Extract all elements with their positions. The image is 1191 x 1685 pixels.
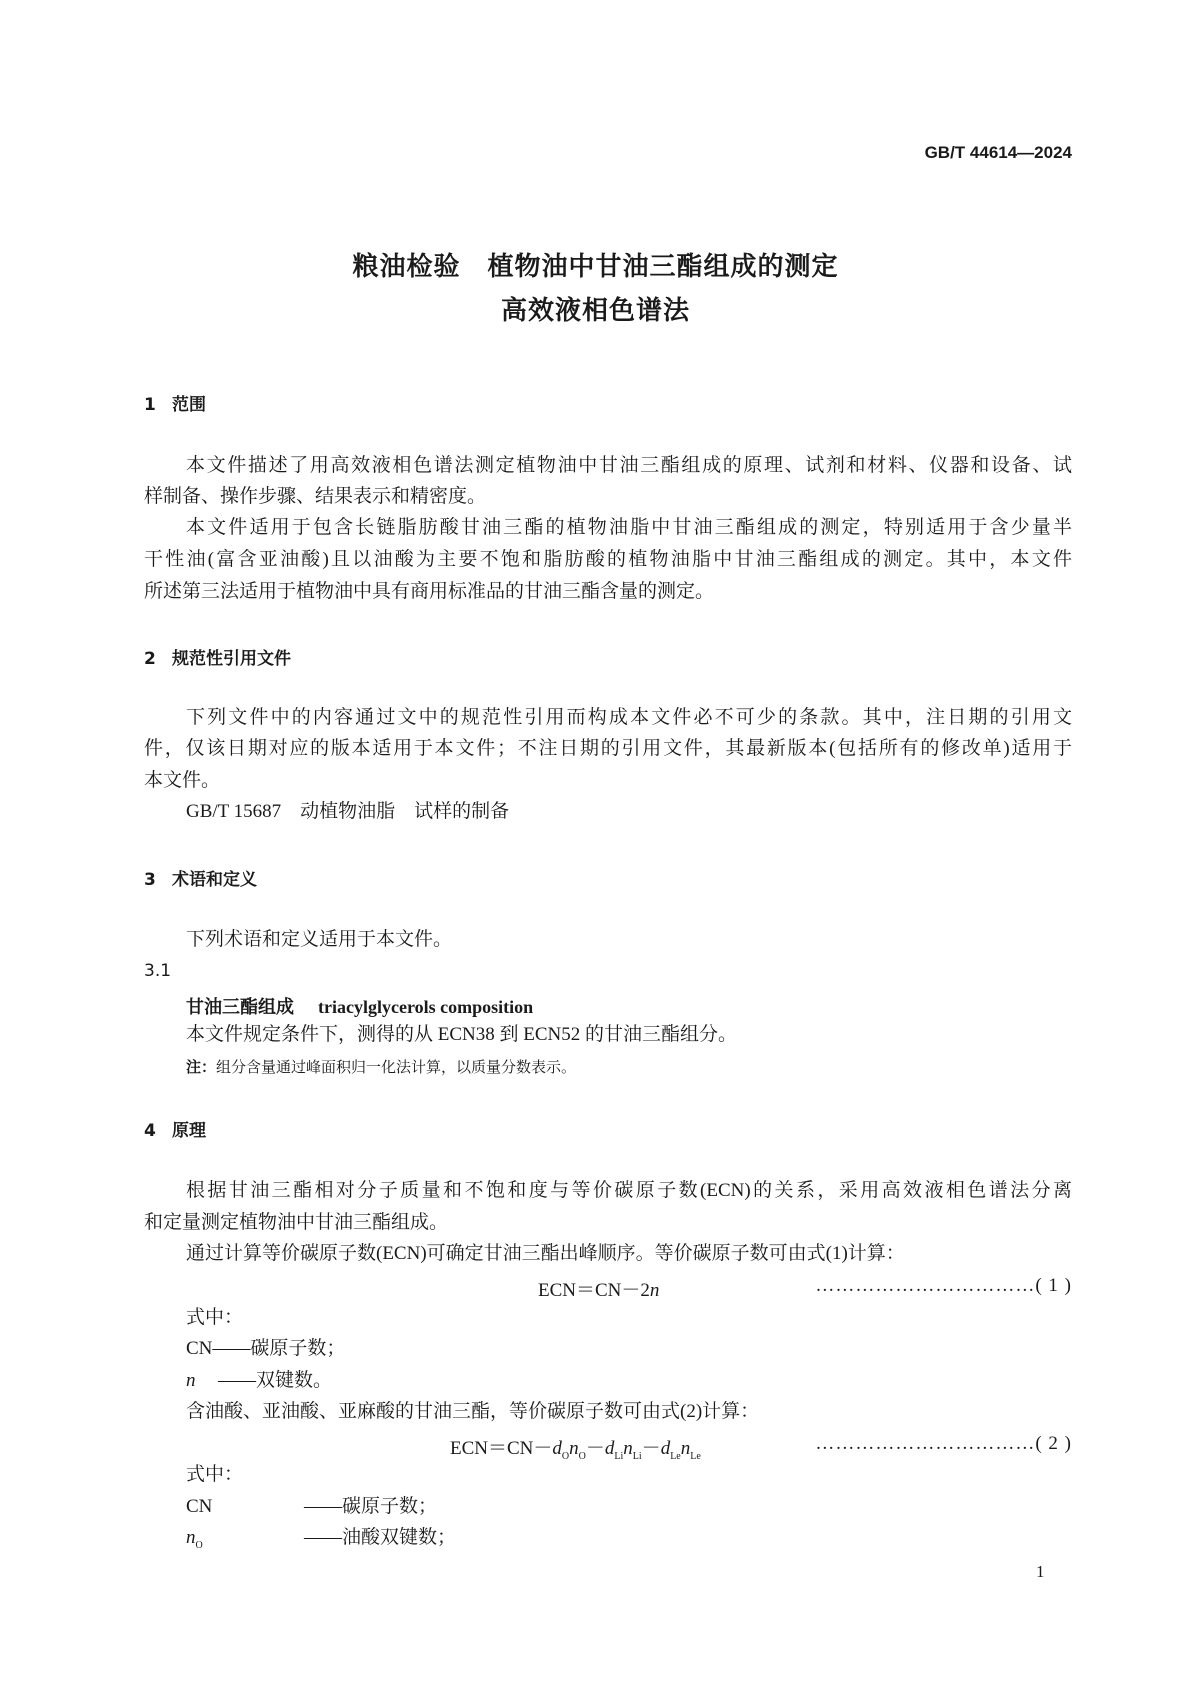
subscript: O: [578, 1450, 586, 1462]
equation-variable: d: [660, 1438, 671, 1459]
section-heading-scope: [144, 390, 206, 415]
section-heading-normative-references: [144, 644, 291, 669]
section-title: 范围: [172, 395, 206, 415]
section-heading-terms: [144, 865, 257, 890]
section-number: 3: [144, 870, 156, 890]
symbol: CN: [186, 1496, 213, 1517]
subscript: Li: [632, 1450, 642, 1462]
paragraph-line: 所述第三法适用于植物油中具有商用标准品的甘油三酯含量的测定。: [144, 581, 715, 602]
paragraph-line: 根据甘油三酯相对分子质量和不饱和度与等价碳原子数(ECN)的关系，采用高效液相色谱法分离: [186, 1180, 1072, 1201]
paragraph-line: 和定量测定植物油中甘油三酯组成。: [144, 1212, 449, 1233]
where-item: [186, 1370, 332, 1392]
operator: －: [585, 1438, 605, 1459]
leader-dots: ……………………………: [815, 1433, 1036, 1454]
term-entry: [186, 993, 533, 1019]
equation-number: ( 1 ): [1035, 1275, 1072, 1296]
paragraph-line: 含油酸、亚油酸、亚麻酸的甘油三酯，等价碳原子数可由式(2)计算：: [186, 1401, 760, 1422]
equation-number: ( 2 ): [1035, 1433, 1072, 1454]
leader-dots: ……………………………: [815, 1275, 1036, 1296]
equation-variable: d: [604, 1438, 615, 1459]
term-note: [186, 1056, 576, 1077]
paragraph-line: 本文件。: [144, 770, 221, 791]
where-label: 式中：: [186, 1464, 244, 1485]
paragraph-line: 本文件描述了用高效液相色谱法测定植物油中甘油三酯组成的原理、试剂和材料、仪器和设备、试: [186, 455, 1072, 476]
reference-item: GB/T 15687 动植物油脂 试样的制备: [186, 801, 510, 822]
subscript: Li: [614, 1450, 624, 1462]
equation-text: ECN＝CN－2: [538, 1280, 650, 1301]
subscript: O: [195, 1539, 203, 1551]
note-text: 组分含量通过峰面积归一化法计算，以质量分数表示。: [216, 1060, 577, 1076]
where-item: [186, 1338, 345, 1360]
equation-2-number: [815, 1433, 1072, 1455]
symbol: CN: [186, 1338, 213, 1359]
equation-variable: n: [569, 1438, 579, 1459]
document-title-line-1: 粮油检验 植物油中甘油三酯组成的测定: [352, 252, 839, 282]
paragraph-line: 件，仅该日期对应的版本适用于本文件；不注日期的引用文件，其最新版本(包括所有的修改单)适用于: [144, 738, 1072, 759]
symbol: n: [186, 1370, 196, 1391]
paragraph-line: 下列文件中的内容通过文中的规范性引用而构成本文件必不可少的条款。其中，注日期的引用文: [186, 707, 1072, 728]
term-english: triacylglycerols composition: [318, 997, 534, 1017]
operator: －: [641, 1438, 661, 1459]
where-item: [186, 1527, 456, 1557]
clause-number: 3.1: [144, 961, 172, 981]
subscript: Le: [690, 1450, 701, 1462]
paragraph-line: 本文件适用于包含长链脂肪酸甘油三酯的植物油脂中甘油三酯组成的测定，特别适用于含少量半: [186, 517, 1072, 538]
paragraph-line: 干性油(富含亚油酸)且以油酸为主要不饱和脂肪酸的植物油脂中甘油三酯组成的测定。其中，本文件: [144, 549, 1072, 570]
equation-text: ECN＝CN－: [450, 1438, 553, 1459]
section-title: 原理: [172, 1121, 206, 1141]
equation-1: [538, 1275, 659, 1302]
document-title-line-2: 高效液相色谱法: [500, 296, 690, 326]
equation-variable: n: [680, 1438, 691, 1459]
equation-2: [450, 1433, 701, 1462]
paragraph-line: 通过计算等价碳原子数(ECN)可确定甘油三酯出峰顺序。等价碳原子数可由式(1)计算：: [186, 1243, 905, 1264]
equation-variable: d: [552, 1438, 562, 1459]
section-number: 4: [144, 1121, 156, 1141]
term-chinese: 甘油三酯组成: [186, 997, 294, 1018]
section-title: 术语和定义: [172, 870, 257, 890]
equation-variable: n: [623, 1438, 633, 1459]
symbol-description: ——碳原子数；: [304, 1496, 438, 1517]
where-label: 式中：: [186, 1307, 244, 1328]
paragraph-line: 样制备、操作步骤、结果表示和精密度。: [144, 486, 487, 507]
paragraph-line: 下列术语和定义适用于本文件。: [186, 929, 453, 950]
equation-1-number: [815, 1275, 1072, 1297]
section-title: 规范性引用文件: [172, 649, 291, 669]
where-item: [186, 1496, 437, 1518]
term-definition: 本文件规定条件下，测得的从 ECN38 到 ECN52 的甘油三酯组分。: [186, 1024, 738, 1045]
subscript: Le: [670, 1450, 681, 1462]
note-label: 注：: [186, 1058, 217, 1076]
equation-variable: n: [649, 1280, 660, 1301]
symbol-variable: n: [186, 1527, 196, 1548]
section-number: 1: [144, 395, 156, 415]
section-heading-principle: [144, 1116, 206, 1141]
symbol-description: ——双键数。: [218, 1370, 333, 1391]
document-number: GB/T 44614—2024: [924, 143, 1072, 162]
symbol-description: ——碳原子数；: [212, 1338, 346, 1359]
symbol: [186, 1527, 304, 1557]
page-number: 1: [1036, 1562, 1045, 1581]
subscript: O: [561, 1450, 570, 1462]
section-number: 2: [144, 649, 156, 669]
symbol-description: ——油酸双键数；: [304, 1527, 457, 1548]
